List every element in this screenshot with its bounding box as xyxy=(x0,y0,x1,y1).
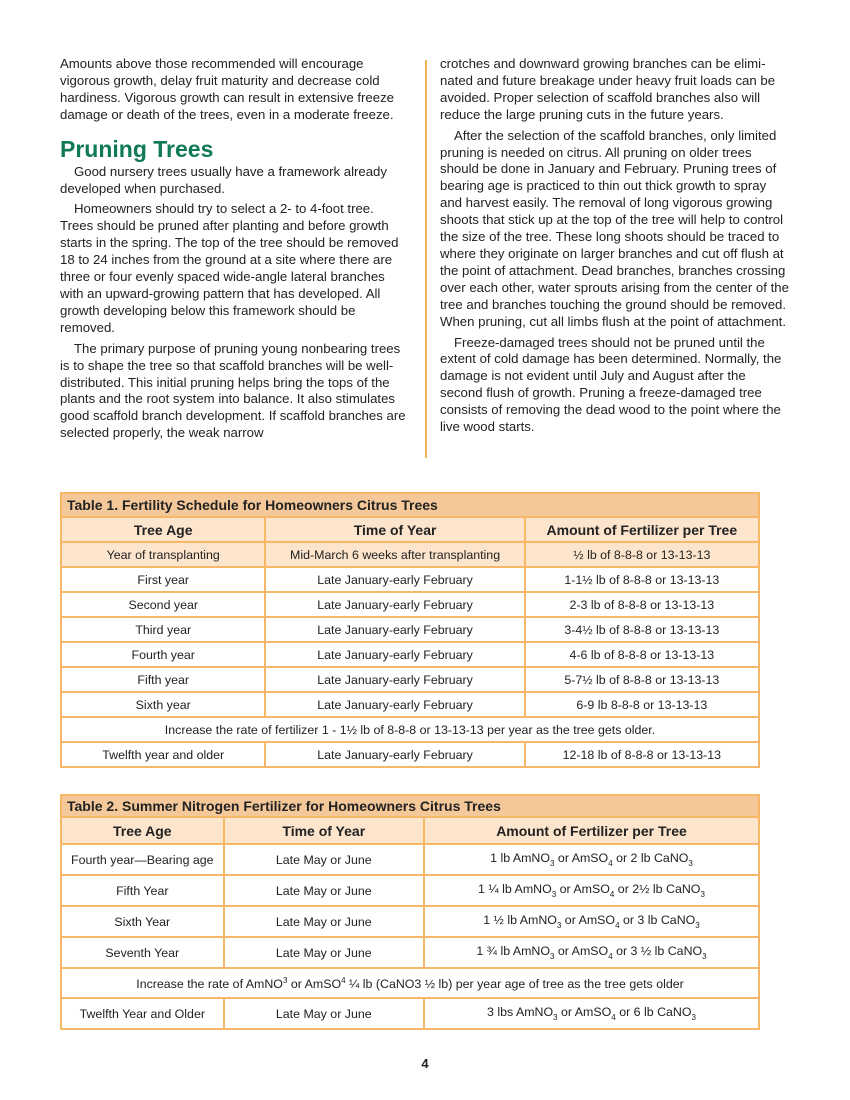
column-header: Time of Year xyxy=(224,817,424,844)
cell-tree-age: Seventh Year xyxy=(61,937,224,968)
column-header: Tree Age xyxy=(61,517,265,542)
table-note-row xyxy=(61,717,759,742)
paragraph: The primary purpose of pruning young nonbearing trees is to shape the tree so that scaffold branches will be well-distributed. This initial pruning helps bring the tops of the plants and the root system into balance. It also stimulates good scaffold branch development. If scaffold branches are selected properly, the weak narrow xyxy=(60,340,406,441)
paragraph: Good nursery trees usually have a framework already developed when purchased. xyxy=(60,163,387,196)
table-caption: Table 2. Summer Nitrogen Fertilizer for Homeowners Citrus Trees xyxy=(61,795,759,817)
cell-tree-age: Fifth Year xyxy=(61,875,224,906)
cell-amount: 1 ¾ lb AmNO$_3$ or AmSO$_4$ or 3 ½ lb CaNO$_3$ xyxy=(424,937,759,968)
cell-time-of-year: Mid-March 6 weeks after transplanting xyxy=(265,542,524,567)
cell-amount: 6-9 lb 8-8-8 or 13-13-13 xyxy=(525,692,759,717)
paragraph: Homeowners should try to select a 2- to 4-foot tree. Trees should be pruned after planting and before growth starts in the spring. The top of the tree should be removed 18 to 24 inches from the ground at a site where there are three or four evenly spaced wide-angle lateral branches with an upward-growing pattern that has developed. All growth developing below this framework should be removed. xyxy=(60,201,399,335)
cell-tree-age: Fourth year xyxy=(61,642,265,667)
cell-time-of-year: Late May or June xyxy=(224,906,424,937)
paragraph: After the selection of the scaffold branches, only limited pruning is needed on citrus. All pruning on older trees should be done in January and February. Pruning trees of bearing age is practiced to thin out thick growth to spray and harvest easily. The removal of long vigorous growing shoots that stick up at the top of the tree will help to control the size of the tree. These long shoots should be traced to where they originate on larger branches and cut off flush at the point of attachment. Dead branches, branches crossing over each other, water sprouts arising from the center of the tree and branches touching the ground should be removed. When pruning, cut all limbs flush at the point of attachment. xyxy=(440,127,789,329)
section-heading: Pruning Trees xyxy=(60,135,214,162)
cell-amount: 3-4½ lb of 8-8-8 or 13-13-13 xyxy=(525,617,759,642)
cell-time-of-year: Late January-early February xyxy=(265,567,524,592)
cell-time-of-year: Late January-early February xyxy=(265,692,524,717)
column-header: Amount of Fertilizer per Tree xyxy=(424,817,759,844)
cell-amount: 12-18 lb of 8-8-8 or 13-13-13 xyxy=(525,742,759,767)
cell-tree-age: Fifth year xyxy=(61,667,265,692)
continued-paragraph: crotches and downward growing branches can be eliminated and future breakage under heavy fruit loads can be avoided. Proper selection of scaffold branches also will reduce the large pruning cuts in the future years. xyxy=(440,56,776,122)
cell-amount: 2-3 lb of 8-8-8 or 13-13-13 xyxy=(525,592,759,617)
table-row xyxy=(61,906,759,937)
table-row xyxy=(61,692,759,717)
cell-amount: 1 lb AmNO$_3$ or AmSO$_4$ or 2 lb CaNO$_3$ xyxy=(424,844,759,875)
intro-paragraph: Amounts above those recommended will encourage vigorous growth, delay fruit maturity and decrease cold hardiness. Vigorous growth can result in extensive freeze damage or death of the trees, even in a moderate freeze. xyxy=(60,56,395,122)
table-row xyxy=(61,998,759,1029)
page-number: 4 xyxy=(421,1056,429,1071)
table-row xyxy=(61,937,759,968)
cell-tree-age: Twelfth year and older xyxy=(61,742,265,767)
cell-tree-age: Sixth Year xyxy=(61,906,224,937)
column-header: Amount of Fertilizer per Tree xyxy=(525,517,759,542)
summer-nitrogen-table xyxy=(60,794,760,1030)
cell-time-of-year: Late May or June xyxy=(224,937,424,968)
table-row xyxy=(61,667,759,692)
cell-time-of-year: Late January-early February xyxy=(265,617,524,642)
cell-amount: 1 ¼ lb AmNO$_3$ or AmSO$_4$ or 2½ lb CaNO$_3$ xyxy=(424,875,759,906)
fertility-schedule-table xyxy=(60,492,760,768)
paragraph: Freeze-damaged trees should not be pruned until the extent of cold damage has been determined. Normally, the damage is not evident until July and August after the second flush of growth. Pruning a freeze-damaged tree consists of removing the dead wood to the point where the live wood starts. xyxy=(440,334,782,435)
cell-time-of-year: Late May or June xyxy=(224,875,424,906)
cell-tree-age: Second year xyxy=(61,592,265,617)
right-column xyxy=(440,56,790,436)
table-row xyxy=(61,567,759,592)
cell-amount: 1-1½ lb of 8-8-8 or 13-13-13 xyxy=(525,567,759,592)
cell-tree-age: First year xyxy=(61,567,265,592)
cell-time-of-year: Late May or June xyxy=(224,844,424,875)
table-note: Increase the rate of fertilizer 1 - 1½ lb of 8-8-8 or 13-13-13 per year as the tree gets older. xyxy=(61,717,759,742)
cell-tree-age: Year of transplanting xyxy=(61,542,265,567)
table-caption: Table 1. Fertility Schedule for Homeowners Citrus Trees xyxy=(61,493,759,517)
cell-amount: ½ lb of 8-8-8 or 13-13-13 xyxy=(525,542,759,567)
left-column xyxy=(60,56,410,442)
column-divider xyxy=(425,60,427,458)
cell-tree-age: Sixth year xyxy=(61,692,265,717)
table-row xyxy=(61,542,759,567)
cell-tree-age: Fourth year—Bearing age xyxy=(61,844,224,875)
cell-tree-age: Third year xyxy=(61,617,265,642)
column-header: Time of Year xyxy=(265,517,524,542)
column-header: Tree Age xyxy=(61,817,224,844)
table-row xyxy=(61,642,759,667)
table-row xyxy=(61,742,759,767)
cell-amount: 3 lbs AmNO$_3$ or AmSO$_4$ or 6 lb CaNO$_3$ xyxy=(424,998,759,1029)
cell-tree-age: Twelfth Year and Older xyxy=(61,998,224,1029)
cell-time-of-year: Late May or June xyxy=(224,998,424,1029)
table-note-row xyxy=(61,968,759,998)
cell-amount: 5-7½ lb of 8-8-8 or 13-13-13 xyxy=(525,667,759,692)
cell-time-of-year: Late January-early February xyxy=(265,592,524,617)
cell-time-of-year: Late January-early February xyxy=(265,642,524,667)
table-row xyxy=(61,592,759,617)
cell-time-of-year: Late January-early February xyxy=(265,667,524,692)
cell-time-of-year: Late January-early February xyxy=(265,742,524,767)
table-row xyxy=(61,844,759,875)
table-row xyxy=(61,875,759,906)
cell-amount: 4-6 lb of 8-8-8 or 13-13-13 xyxy=(525,642,759,667)
cell-amount: 1 ½ lb AmNO$_3$ or AmSO$_4$ or 3 lb CaNO$_3$ xyxy=(424,906,759,937)
table-note: Increase the rate of AmNO$^3$ or AmSO$^4$ ¼ lb (CaNO3 ½ lb) per year age of tree as the tree gets older xyxy=(61,968,759,998)
table-row xyxy=(61,617,759,642)
